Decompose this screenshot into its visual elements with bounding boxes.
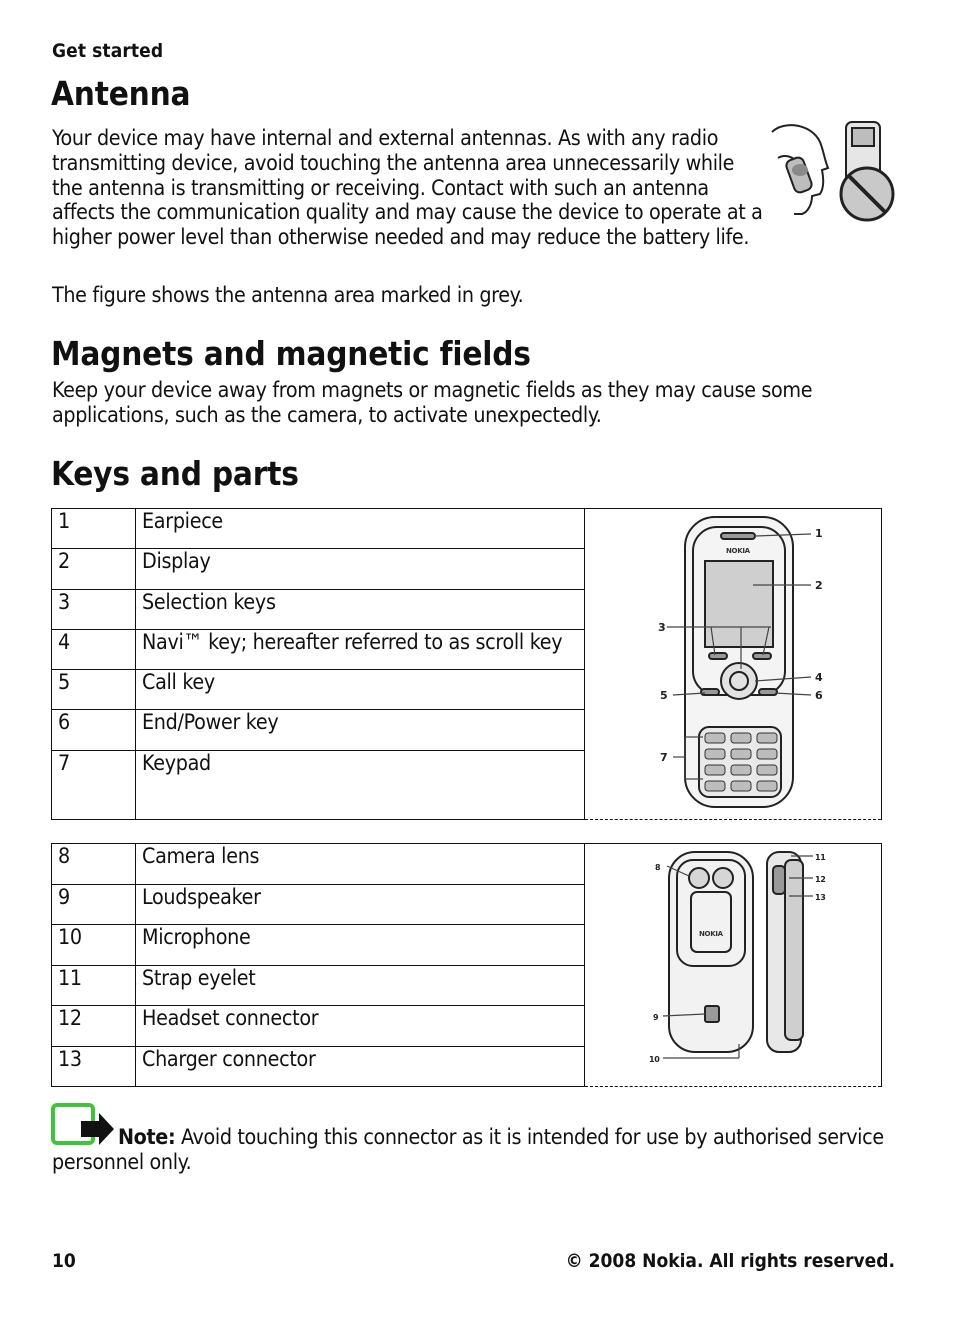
callout-label: 12	[815, 875, 826, 884]
part-name: Camera lens	[136, 844, 585, 885]
callout-label: 11	[815, 853, 826, 862]
table-row	[52, 844, 882, 885]
head-with-phone-icon	[772, 125, 828, 214]
part-name: Charger connector	[136, 1046, 585, 1087]
note-text: Avoid touching this connector as it is intended for use by authorised service personnel only.	[52, 1125, 884, 1175]
back-phone-illustration	[585, 844, 881, 1080]
part-name: Navi™ key; hereafter referred to as scroll key	[136, 629, 585, 669]
back-brand-label: NOKIA	[699, 930, 723, 938]
part-name: Earpiece	[136, 509, 585, 549]
part-number: 4	[52, 629, 136, 669]
callout-label: 1	[815, 527, 823, 540]
part-number: 1	[52, 509, 136, 549]
copyright: © 2008 Nokia. All rights reserved.	[565, 1250, 895, 1272]
part-number: 11	[52, 965, 136, 1006]
note-label: Note:	[118, 1125, 176, 1150]
front-parts-table	[51, 508, 882, 820]
callout-label: 8	[655, 863, 661, 872]
note-paragraph	[52, 1126, 912, 1176]
table-row	[52, 509, 882, 549]
part-name: Strap eyelet	[136, 965, 585, 1006]
part-name: Selection keys	[136, 589, 585, 629]
back-parts-table	[51, 843, 882, 1087]
heading-magnets: Magnets and magnetic fields	[51, 334, 531, 373]
front-brand-label: NOKIA	[726, 547, 750, 555]
part-name: Headset connector	[136, 1006, 585, 1047]
part-name: Display	[136, 549, 585, 589]
front-phone-illustration	[585, 509, 881, 813]
running-header: Get started	[52, 40, 164, 62]
part-number: 6	[52, 710, 136, 750]
antenna-illustration	[764, 118, 896, 226]
part-number: 2	[52, 549, 136, 589]
part-number: 8	[52, 844, 136, 885]
part-name: Loudspeaker	[136, 884, 585, 925]
part-number: 7	[52, 750, 136, 820]
front-phone-figure-cell	[585, 509, 882, 820]
part-name: End/Power key	[136, 710, 585, 750]
antenna-figure-caption: The figure shows the antenna area marked in grey.	[52, 283, 524, 308]
callout-label: 5	[660, 689, 668, 702]
part-number: 5	[52, 670, 136, 710]
heading-antenna: Antenna	[51, 74, 191, 113]
antenna-paragraph: Your device may have internal and external antennas. As with any radio transmitting device, avoid touching the antenna area unnecessarily while the antenna is transmitting or receiving. Contact with such an antenna affects the communication quality and may cause the device to operate at a higher power level than otherwise needed and may reduce the battery life.	[52, 126, 763, 251]
back-phone-figure-cell	[585, 844, 882, 1087]
callout-label: 6	[815, 689, 823, 702]
no-touch-antenna-icon	[841, 122, 893, 220]
part-number: 3	[52, 589, 136, 629]
heading-keys-and-parts: Keys and parts	[51, 454, 299, 493]
part-name: Microphone	[136, 925, 585, 966]
magnets-paragraph: Keep your device away from magnets or magnetic fields as they may cause some applications, such as the camera, to activate unexpectedly.	[52, 378, 813, 428]
page-number: 10	[52, 1250, 76, 1272]
part-number: 10	[52, 925, 136, 966]
part-name: Call key	[136, 670, 585, 710]
callout-label: 3	[658, 621, 666, 634]
callout-label: 9	[653, 1013, 659, 1022]
callout-label: 10	[649, 1055, 660, 1064]
part-number: 12	[52, 1006, 136, 1047]
part-name: Keypad	[136, 750, 585, 820]
callout-label: 7	[660, 751, 668, 764]
part-number: 9	[52, 884, 136, 925]
callout-label: 4	[815, 671, 823, 684]
part-number: 13	[52, 1046, 136, 1087]
callout-label: 13	[815, 893, 826, 902]
callout-label: 2	[815, 579, 823, 592]
